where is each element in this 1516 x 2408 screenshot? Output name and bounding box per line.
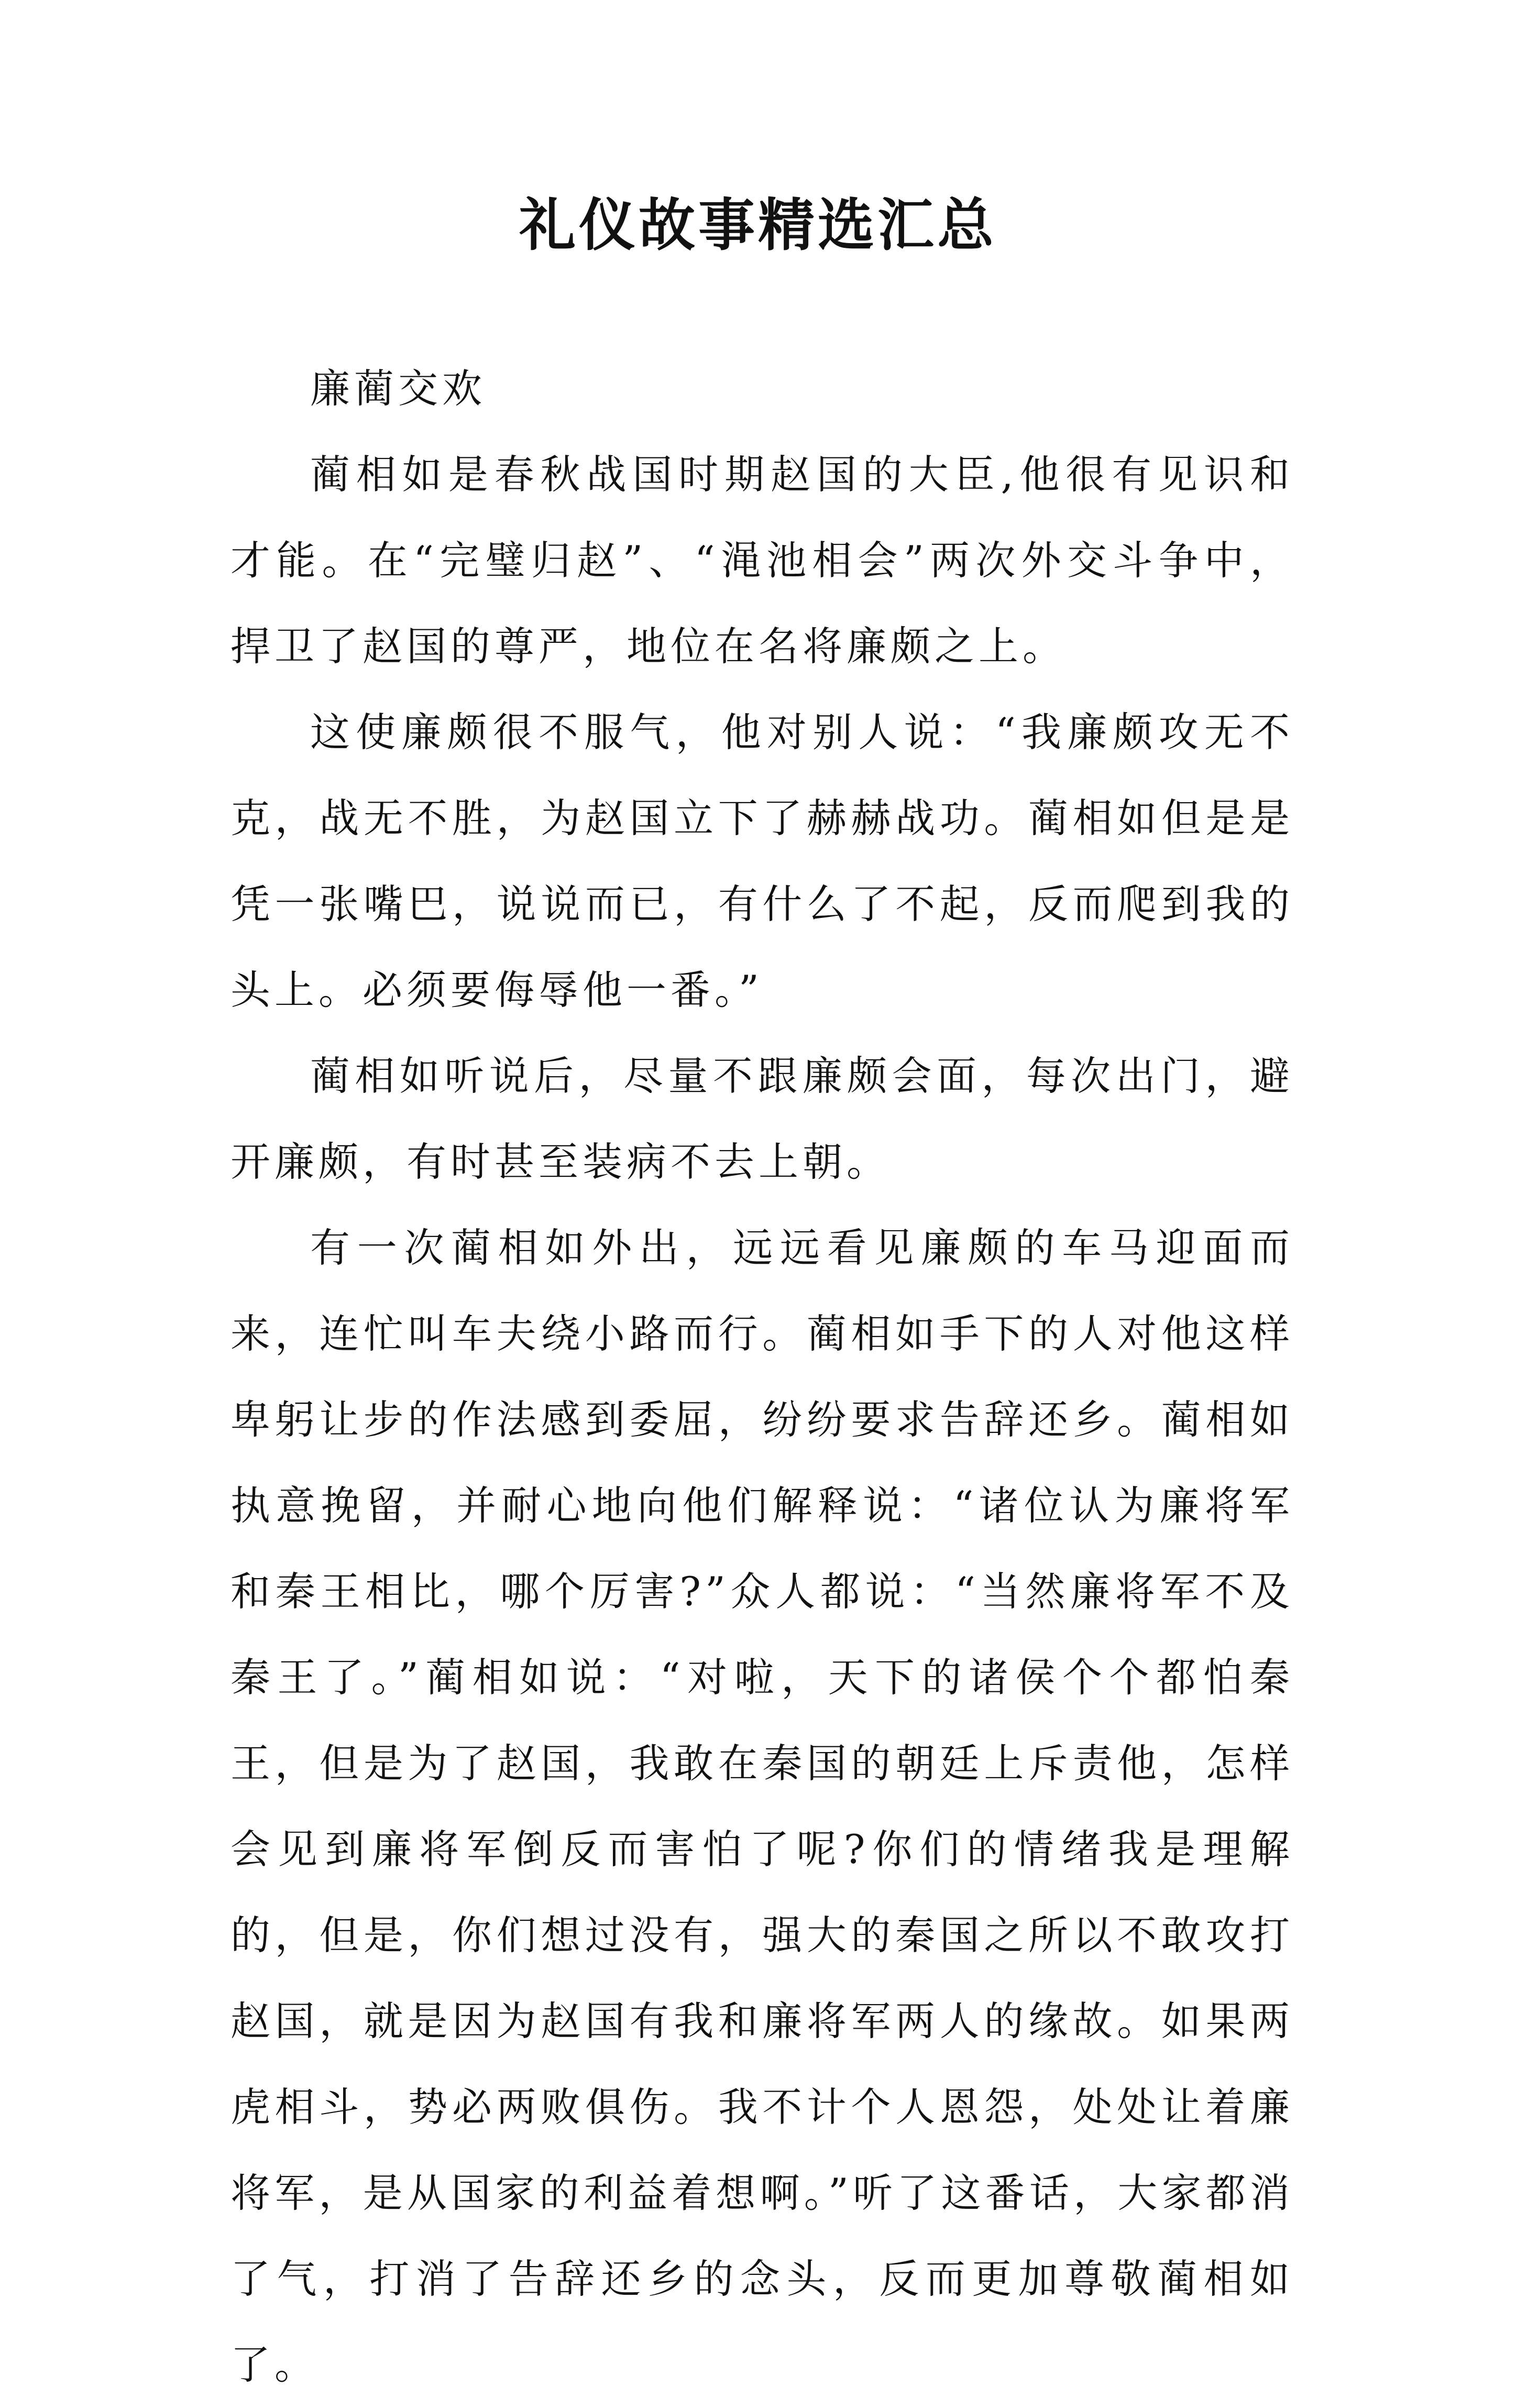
paragraph: 蔺相如听说后，尽量不跟廉颇会面，每次出门，避开廉颇，有时甚至装病不去上朝。 [230, 1053, 1294, 1185]
paragraph: 蔺相如是春秋战国时期赵国的大臣,他很有见识和才能。在“完璧归赵”、“渑池相会”两次外交斗争中，捍卫了赵国的尊严，地位在名将廉颇之上。 [230, 451, 1294, 670]
paragraph: 这使廉颇很不服气，他对别人说：“我廉颇攻无不克，战无不胜，为赵国立下了赫赫战功。蔺相如但是是凭一张嘴巴，说说而已，有什么了不起，反而爬到我的头上。必须要侮辱他一番。” [230, 709, 1294, 1013]
document-body [230, 346, 1294, 2408]
page-title: 礼仪故事精选汇总 [519, 192, 997, 258]
section-heading: 廉蔺交欢 [310, 365, 486, 412]
paragraph: 有一次蔺相如外出，远远看见廉颇的车马迎面而来，连忙叫车夫绕小路而行。蔺相如手下的人对他这样卑躬让步的作法感到委屈，纷纷要求告辞还乡。蔺相如执意挽留，并耐心地向他们解释说：“诸位认为廉将军和秦王相比，哪个厉害?”众人都说：“当然廉将军不及秦王了。”蔺相如说：“对啦，天下的诸侯个个都怕秦王，但是为了赵国，我敢在秦国的朝廷上斥责他，怎样会见到廉将军倒反而害怕了呢?你们的情绪我是理解的，但是，你们想过没有，强大的秦国之所以不敢攻打赵国，就是因为赵国有我和廉将军两人的缘故。如果两虎相斗，势必两败俱伤。我不计个人恩怨，处处让着廉将军，是从国家的利益着想啊。”听了这番话，大家都消了气，打消了告辞还乡的念头，反而更加尊敬蔺相如了。 [230, 1224, 1294, 2388]
